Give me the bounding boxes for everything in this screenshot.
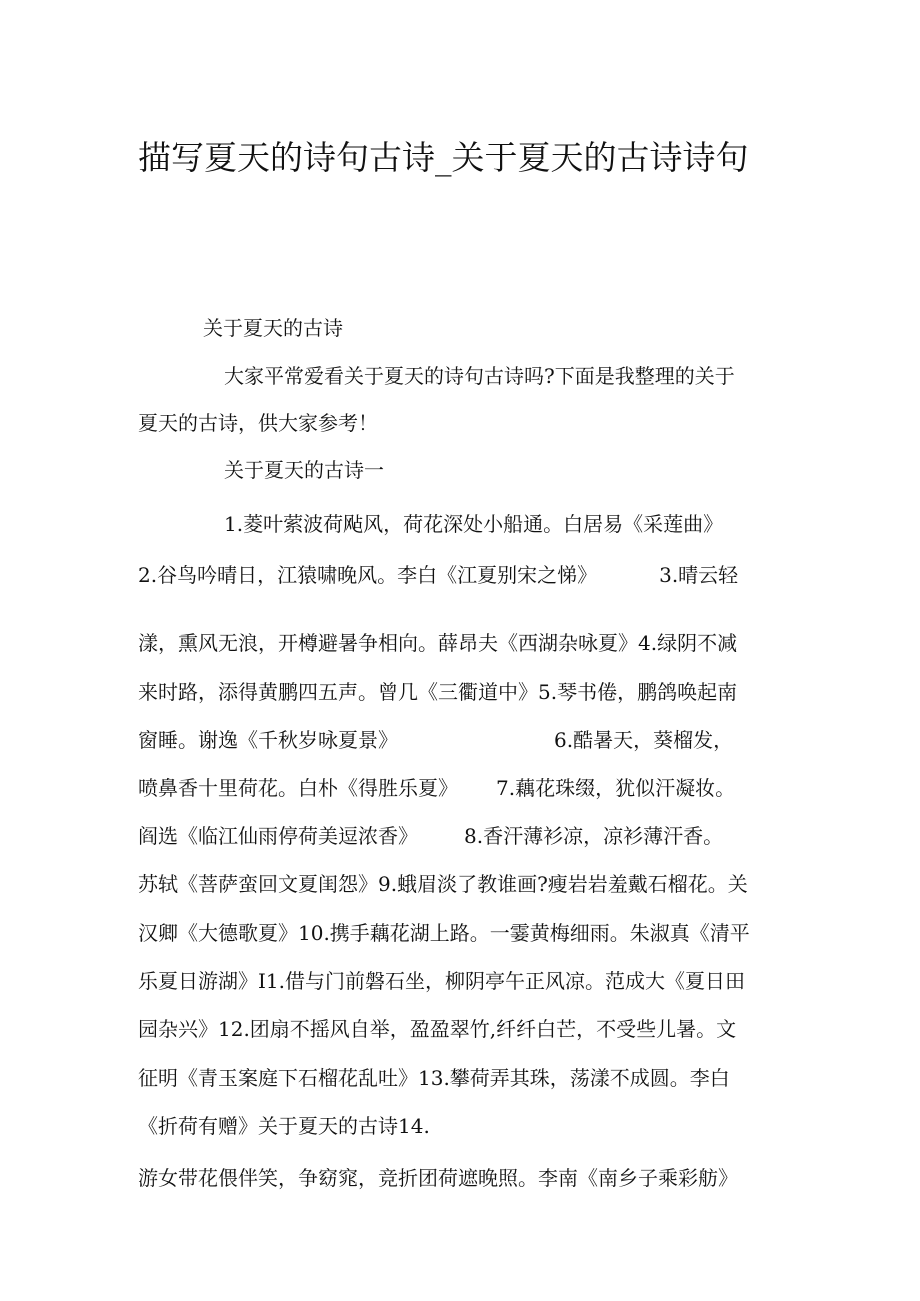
poem-text: 喷鼻香十里荷花。白朴《得胜乐夏》: [138, 776, 458, 800]
poem-line: 来时路，添得黄鹏四五声。曾几《三衢道中》5.琴书倦，鹏鸽唤起南: [138, 680, 738, 704]
poem-line: 乐夏日游湖》I1.借与门前磐石坐，柳阴亭午正风凉。范成大《夏日田: [138, 969, 745, 993]
intro-paragraph-line: 夏天的古诗，供大家参考！: [138, 411, 378, 435]
poem-line: 漾，熏风无浪，开樽避暑争相向。薛昂夫《西湖杂咏夏》4.绿阴不减: [138, 631, 738, 655]
poem-line: 《折荷有赠》关于夏天的古诗14.: [138, 1114, 430, 1138]
poem-line: 苏轼《菩萨蛮回文夏闺怨》9.蛾眉淡了教谁画?瘦岩岩羞戴石榴花。关: [138, 872, 748, 896]
poem-text: 窗睡。谢逸《千秋岁咏夏景》: [138, 728, 398, 752]
section-heading: 关于夏天的古诗: [203, 316, 343, 340]
poem-text: 阎选《临江仙雨停荷美逗浓香》: [138, 824, 418, 848]
poem-line: [138, 560, 738, 590]
poem-text: 2.谷鸟吟晴日，江猿啸晚风。李白《江夏别宋之悌》: [138, 563, 598, 587]
subsection-heading: 关于夏天的古诗一: [224, 458, 384, 482]
poem-line: 汉卿《大德歌夏》10.携手藕花湖上路。一霎黄梅细雨。朱淑真《清平: [138, 921, 750, 945]
poem-line: [138, 821, 723, 851]
poem-line: 园杂兴》12.团扇不摇风自举，盈盈翠竹,纤纤白芒，不受些儿暑。文: [138, 1017, 737, 1041]
intro-paragraph-line: 大家平常爱看关于夏天的诗句古诗吗?下面是我整理的关于: [224, 364, 735, 388]
poem-line: 征明《青玉案庭下石榴花乱吐》13.攀荷弄其珠，荡漾不成圆。李白: [138, 1066, 730, 1090]
poem-line: [138, 725, 733, 755]
poem-text: 7.藕花珠缀，犹似汗凝妆。: [496, 776, 736, 800]
poem-text: 8.香汗薄衫凉，凉衫薄汗香。: [464, 824, 724, 848]
poem-text: 6.酷暑天，葵榴发，: [554, 728, 734, 752]
poem-text: 3.晴云轻: [659, 563, 739, 587]
poem-line: 游女带花偎伴笑，争窈窕，竞折团荷遮晚照。李南《南乡子乘彩舫》: [138, 1166, 738, 1190]
poem-line: 1.菱叶萦波荷飐风，荷花深处小船通。白居易《采莲曲》: [224, 512, 724, 536]
document-title: 描写夏天的诗句古诗_关于夏天的古诗诗句: [138, 138, 749, 177]
poem-line: [138, 773, 735, 803]
